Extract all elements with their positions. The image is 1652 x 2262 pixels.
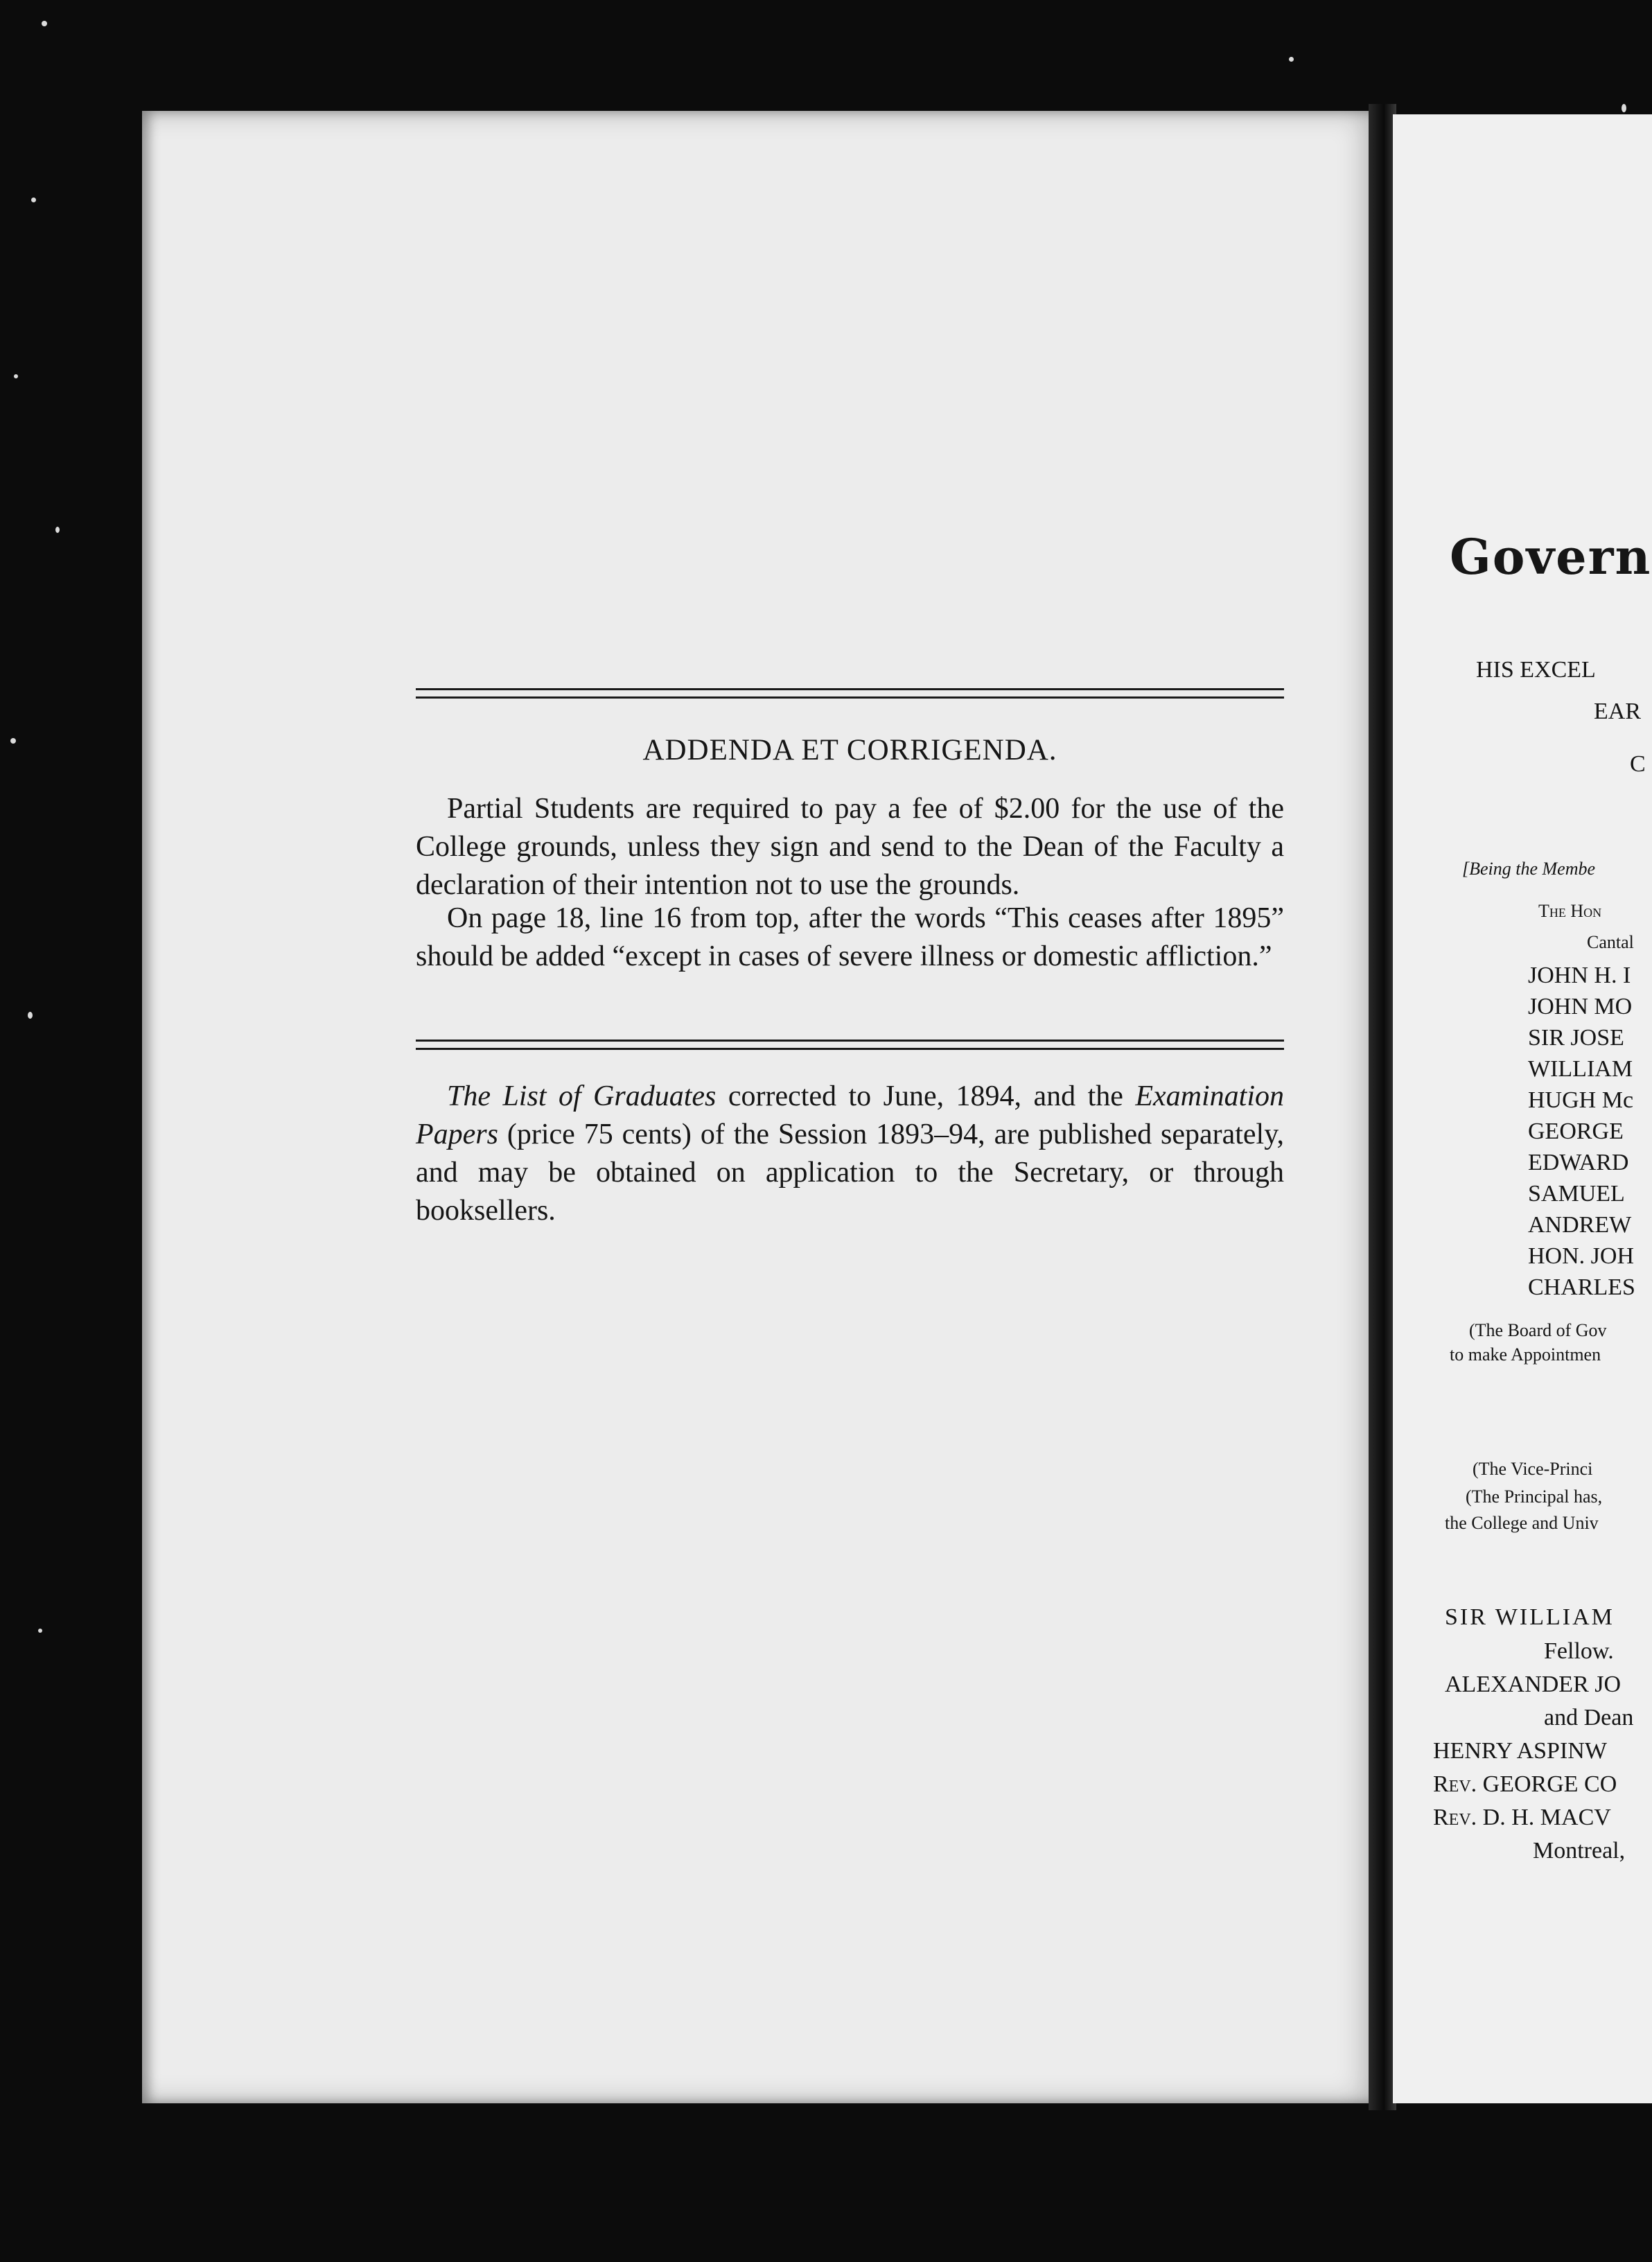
middle-rule-2: [416, 1048, 1284, 1050]
right-line: ANDREW: [1528, 1212, 1632, 1238]
note-text-2: (price 75 cents) of the Session 1893–94, are published separately, and may be obtained on application to the Secretary, or through booksellers.: [416, 1119, 1284, 1227]
book-gutter: [1369, 104, 1396, 2110]
right-line: CHARLES: [1528, 1274, 1635, 1300]
right-line: and Dean: [1544, 1705, 1634, 1730]
page-18-correction-text: On page 18, line 16 from top, after the words “This ceases after 1895” should be added “except in cases of severe illness or domestic affliction.”: [416, 902, 1284, 972]
right-line: HUGH Mc: [1528, 1087, 1634, 1113]
partial-students-text: Partial Students are required to pay a fee of $2.00 for the use of the College grounds, unless they sign and send to the Dean of the Faculty a declaration of their intention not to use the grounds.: [416, 793, 1284, 901]
right-line: HENRY ASPINW: [1433, 1738, 1607, 1764]
dust-speck: [42, 21, 47, 26]
dust-speck: [31, 198, 36, 202]
right-line: HIS EXCEL: [1476, 657, 1596, 683]
partial-students-paragraph: [416, 790, 1284, 904]
right-line: the College and Univ: [1445, 1513, 1599, 1533]
right-line: JOHN MO: [1528, 994, 1633, 1019]
right-line: WILLIAM: [1528, 1056, 1633, 1082]
right-line: (The Vice-Princi: [1473, 1459, 1593, 1479]
right-line: [Being the Membe: [1462, 859, 1596, 879]
right-line: GEORGE: [1528, 1119, 1624, 1144]
right-line: (The Principal has,: [1466, 1487, 1603, 1507]
right-line: EDWARD: [1528, 1150, 1629, 1175]
right-line: to make Appointmen: [1450, 1344, 1601, 1365]
dust-speck: [1289, 57, 1294, 62]
top-rule-1: [416, 688, 1284, 690]
dust-speck: [14, 374, 18, 378]
right-line: Montreal,: [1533, 1838, 1626, 1864]
dust-speck: [28, 1012, 33, 1019]
right-line: Rev. D. H. MACV: [1433, 1805, 1611, 1830]
dust-speck: [10, 738, 16, 744]
page-18-correction-paragraph: [416, 900, 1284, 976]
right-line: Rev. GEORGE CO: [1433, 1771, 1617, 1797]
dust-speck: [1622, 104, 1626, 112]
middle-rule-1: [416, 1040, 1284, 1042]
dust-speck: [38, 1629, 42, 1633]
right-line: HON. JOH: [1528, 1243, 1634, 1269]
right-line: The Hon: [1538, 901, 1602, 921]
right-line: SIR JOSE: [1528, 1025, 1624, 1051]
right-line: (The Board of Gov: [1469, 1320, 1607, 1340]
examination-papers-title: Examination Papers: [416, 1080, 1284, 1150]
dust-speck: [55, 527, 60, 533]
governors-title: Govern: [1450, 528, 1652, 586]
list-of-graduates-title: The List of Graduates: [447, 1080, 717, 1112]
right-line: SAMUEL: [1528, 1181, 1625, 1207]
right-line: JOHN H. I: [1528, 963, 1631, 988]
right-line: Fellow.: [1544, 1638, 1614, 1664]
top-rule-2: [416, 696, 1284, 699]
note-text-1: corrected to June, 1894, and the: [716, 1080, 1136, 1112]
right-line: ALEXANDER JO: [1445, 1672, 1622, 1697]
right-line: EAR: [1594, 699, 1641, 724]
right-line: C: [1630, 751, 1646, 777]
right-line: Cantal: [1587, 932, 1634, 952]
right-line: SIR WILLIAM: [1445, 1604, 1615, 1630]
addenda-heading: ADDENDA ET CORRIGENDA.: [642, 734, 1057, 766]
publications-note: [416, 1078, 1284, 1230]
